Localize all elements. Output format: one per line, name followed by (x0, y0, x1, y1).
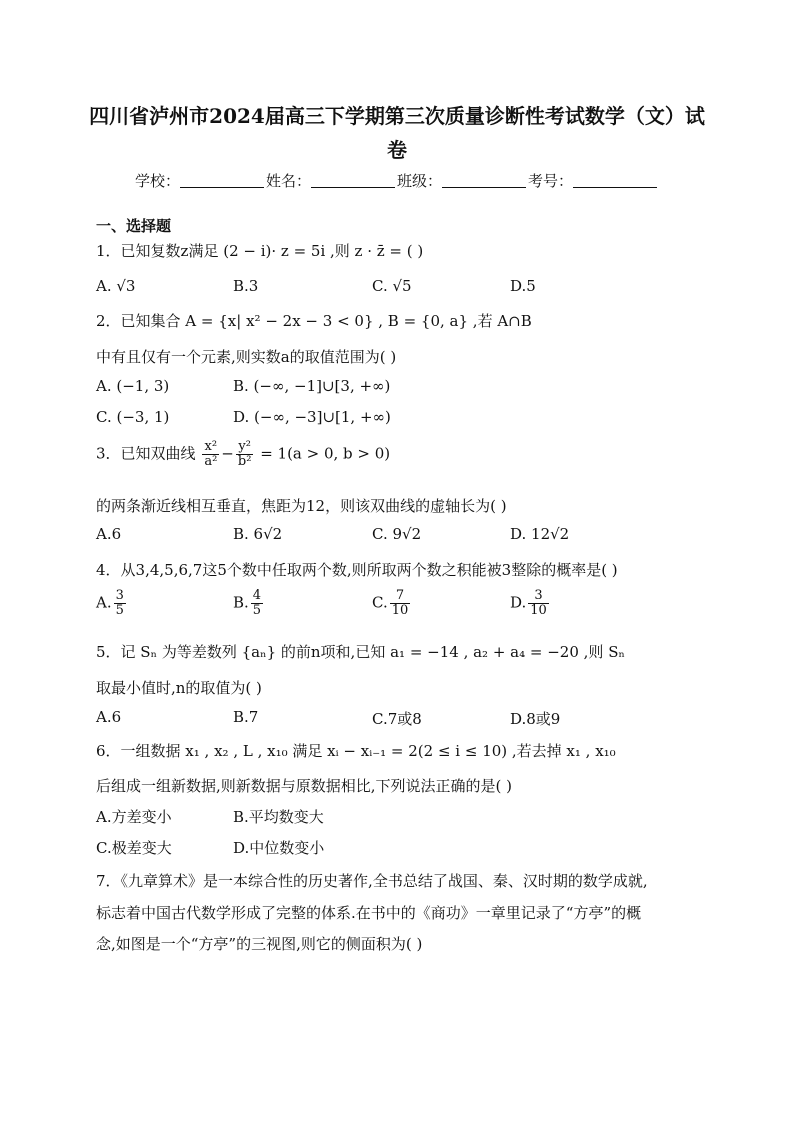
q4-a-num: 3 (115, 588, 124, 603)
q4-option-b (233, 589, 265, 618)
q7-line3: 念,如图是一个“方亭”的三视图,则它的侧面积为( ) (96, 935, 423, 953)
q1-option-b: B.3 (233, 277, 259, 295)
q5-stem: 5．记 Sₙ 为等差数列 {aₙ} 的前n项和,已知 a₁ = −14 , a₂ + a₄ = −20 ,则 Sₙ (96, 643, 625, 661)
q5-option-a: A.6 (96, 708, 122, 726)
q4-c-den: 10 (391, 603, 409, 618)
q3-option-a: A.6 (96, 525, 122, 543)
number-label: 考号： (528, 172, 574, 190)
q2-option-d: D. (−∞, −3]∪[1, +∞) (233, 408, 391, 426)
q1-stem: 1．已知复数z满足 (2 − i)· z = 5i ,则 z · z̄ = ( ) (96, 242, 424, 260)
q4-option-a (96, 589, 128, 618)
q6-option-b: B.平均数变大 (233, 808, 324, 826)
q2-option-b: B. (−∞, −1]∪[3, +∞) (233, 377, 391, 395)
q5-stem-cont: 取最小值时,n的取值为( ) (96, 679, 262, 697)
q6-option-a: A.方差变小 (96, 808, 172, 826)
q6-stem: 6．一组数据 x₁ , x₂ , L , x₁₀ 满足 xᵢ − xᵢ₋₁ = 2(2 ≤ i ≤ 10) ,若去掉 x₁ , x₁₀ (96, 742, 616, 760)
q4-option-b-fraction (251, 589, 263, 618)
q2-option-c: C. (−3, 1) (96, 408, 170, 426)
q1-option-d: D.5 (510, 277, 536, 295)
q3-stem (96, 440, 390, 469)
q5-option-d: D.8或9 (510, 710, 561, 728)
q6-stem-cont: 后组成一组新数据,则新数据与原数据相比,下列说法正确的是( ) (96, 777, 513, 795)
q4-d-num: 3 (528, 589, 549, 604)
q4-option-c-label: C. (372, 593, 388, 612)
q1-option-a: A. √3 (96, 277, 136, 295)
q3-stem-cont: 的两条渐近线相互垂直，焦距为12，则该双曲线的虚轴长为( ) (96, 497, 507, 515)
q4-option-a-fraction (114, 589, 126, 618)
school-blank (180, 173, 264, 188)
q3-option-c: C. 9√2 (372, 525, 422, 543)
exam-title-line1: 四川省泸州市2024届高三下学期第三次质量诊断性考试数学（文）试 (89, 104, 705, 128)
q5-option-c: C.7或8 (372, 710, 422, 728)
q3-fraction-x (202, 440, 219, 469)
q3-fraction-y (236, 440, 254, 469)
q3-minus: − (221, 444, 234, 463)
q4-c-num: 7 (390, 589, 411, 604)
q4-option-c-fraction (390, 589, 411, 618)
q4-b-den: 5 (252, 603, 262, 618)
q4-option-b-label: B. (233, 593, 249, 612)
number-blank (573, 173, 657, 188)
q2-stem: 2．已知集合 A = {x| x² − 2x − 3 < 0} , B = {0, a} ,若 A∩B (96, 312, 532, 330)
q3-option-d: D. 12√2 (510, 525, 570, 543)
q4-option-d-label: D. (510, 593, 527, 612)
q3-frac-y-den: b² (237, 454, 252, 469)
q4-stem: 4．从3,4,5,6,7这5个数中任取两个数,则所取两个数之积能被3整除的概率是( ) (96, 561, 618, 579)
q3-option-b: B. 6√2 (233, 525, 283, 543)
name-blank (311, 173, 395, 188)
q4-a-den: 5 (115, 603, 124, 618)
q1-option-c: C. √5 (372, 277, 412, 295)
class-blank (442, 173, 526, 188)
q4-option-d (510, 589, 551, 618)
student-info-row (0, 170, 794, 191)
q3-stem-text: 3．已知双曲线 (96, 444, 196, 463)
q4-d-den: 10 (530, 603, 547, 618)
name-label: 姓名： (265, 172, 311, 190)
school-label: 学校： (134, 172, 180, 190)
q3-stem-tail: = 1(a > 0, b > 0) (260, 444, 391, 463)
q4-b-num: 4 (252, 588, 262, 603)
q2-stem-cont: 中有且仅有一个元素,则实数a的取值范围为( ) (96, 348, 397, 366)
q2-option-a: A. (−1, 3) (96, 377, 170, 395)
q3-frac-y-num: y² (236, 440, 254, 455)
q5-option-b: B.7 (233, 708, 259, 726)
q3-frac-x-num: x² (202, 440, 219, 455)
q7-line2: 标志着中国古代数学形成了完整的体系.在书中的《商功》一章里记录了“方亭”的概 (96, 904, 642, 922)
q4-option-a-label: A. (96, 593, 112, 612)
q6-option-d: D.中位数变小 (233, 839, 325, 857)
q7-line1: 7．《九章算术》是一本综合性的历史著作,全书总结了战国、秦、汉时期的数学成就, (96, 872, 648, 890)
section-heading: 一、选择题 (96, 217, 172, 235)
exam-title-line2: 卷 (387, 138, 407, 162)
q4-option-c (372, 589, 412, 618)
q3-frac-x-den: a² (204, 454, 218, 469)
class-label: 班级： (397, 172, 443, 190)
q4-option-d-fraction (528, 589, 549, 618)
q6-option-c: C.极差变大 (96, 839, 172, 857)
